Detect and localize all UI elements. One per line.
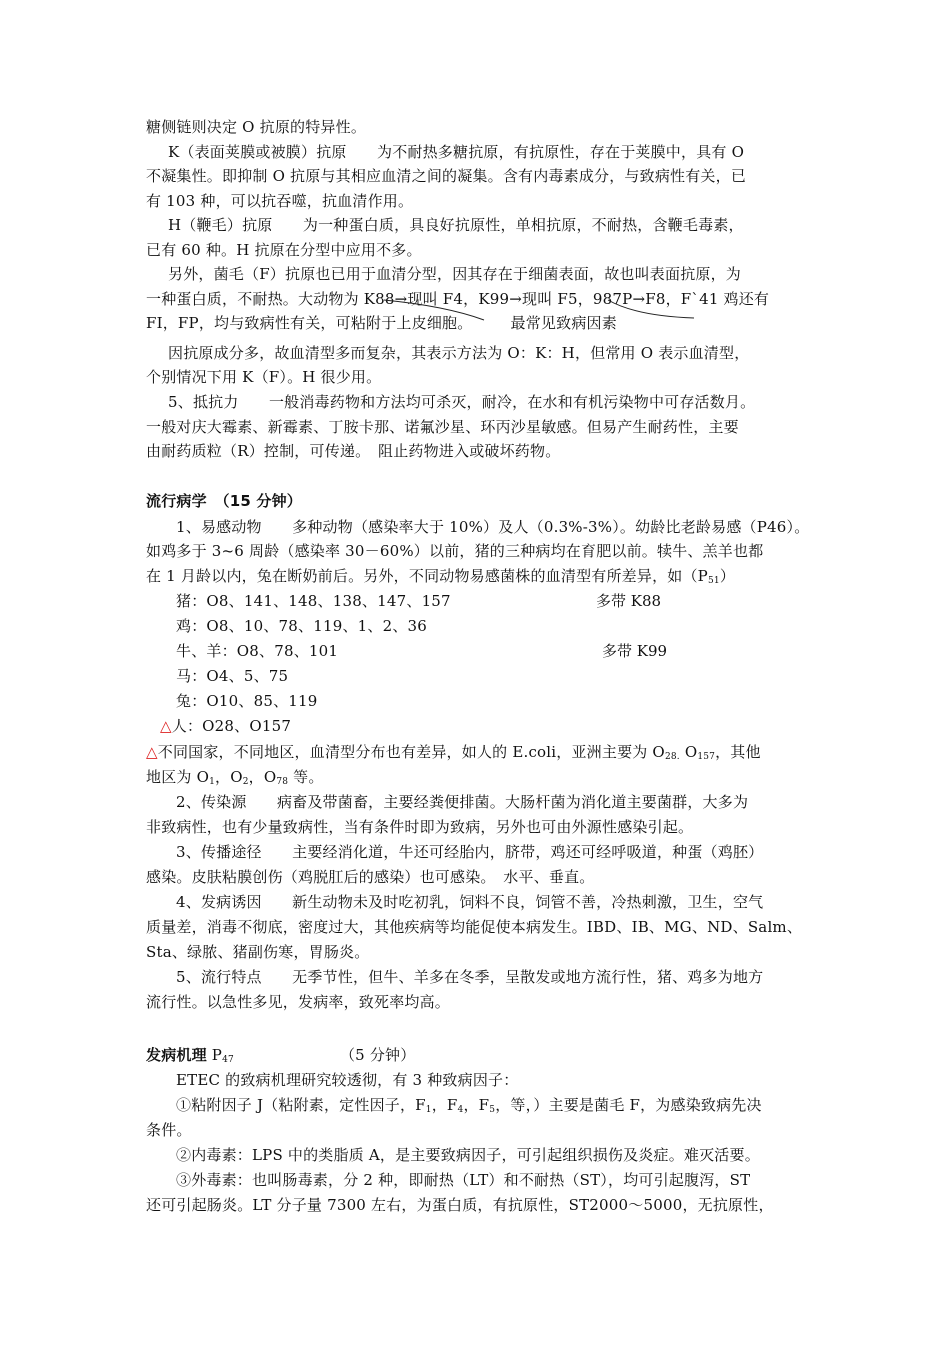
text-line: 一般对庆大霉素、新霉素、丁胺卡那、诺氟沙星、环丙沙星敏感。但易产生耐药性，主要 <box>146 418 739 436</box>
text-line: 个别情况下用 K（F）。H 很少用。 <box>146 368 382 386</box>
text-line: 3、传播途径 主要经消化道，牛还可经胎内，脐带，鸡还可经呼吸道，种蛋（鸡胚） <box>176 843 764 861</box>
text-line <box>146 565 735 592</box>
text-line: 5、抵抗力 一般消毒药物和方法均可杀灭，耐冷，在水和有机污染物中可存活数月。 <box>168 393 756 411</box>
text-run: ，O <box>248 768 277 786</box>
text-run: 在 1 月龄以内，兔在断奶前后。另外，不同动物易感菌株的血清型有所差异，如（P <box>146 567 708 585</box>
text-line: 质量差，消毒不彻底，密度过大，其他疾病等均能促使本病发生。IBD、IB、MG、ND、Salm、 <box>146 918 803 936</box>
text-line: 由耐药质粒（R）控制，可传递。 阻止药物进入或破坏药物。 <box>146 442 561 460</box>
triangle-icon: △ <box>160 717 172 735</box>
text-run: ，其他 <box>715 743 761 761</box>
text-line: 如鸡多于 3~6 周龄（感染率 30－60%）以前，猪的三种病均在育肥以前。犊牛、羔羊也都 <box>146 542 764 560</box>
text-line: ②内毒素：LPS 中的类脂质 A，是主要致病因子，可引起组织损伤及炎症。难灭活要。 <box>176 1146 760 1164</box>
subscript: 157 <box>697 752 716 762</box>
text-line: 糖侧链则决定 O 抗原的特异性。 <box>146 118 367 136</box>
subscript: 5 <box>489 1105 496 1115</box>
text-line: 还可引起肠炎。LT 分子量 7300 左右，为蛋白质，有抗原性，ST2000～5000，无抗原性， <box>146 1196 774 1214</box>
serotype-cattle-note: 多带 K99 <box>602 642 668 660</box>
heading-text: 发病机理 <box>146 1046 207 1064</box>
text-run: 等。 <box>288 768 324 786</box>
text-run: （5 分钟） <box>339 1046 416 1064</box>
text-line <box>146 741 761 768</box>
text-line: 条件。 <box>146 1121 192 1139</box>
subscript: 2 <box>242 777 249 787</box>
text-run: O <box>679 743 698 761</box>
subscript: 78 <box>276 777 289 787</box>
serotype-pig-note: 多带 K88 <box>596 592 662 610</box>
text-line: Sta、绿脓、猪副伤寒，胃肠炎。 <box>146 943 370 961</box>
text-line: 流行性。以急性多见，发病率，致死率均高。 <box>146 993 451 1011</box>
triangle-icon: △ <box>146 743 158 761</box>
serotype-human <box>160 715 291 737</box>
serotype-cattle: 牛、羊：O8、78、101 <box>176 642 339 660</box>
text-line: 4、发病诱因 新生动物未及时吃初乳，饲料不良，饲管不善，冷热刺激，卫生，空气 <box>176 893 764 911</box>
text-line: ETEC 的致病机理研究较透彻，有 3 种致病因子： <box>176 1071 519 1089</box>
section-heading-pathogenesis <box>146 1044 415 1071</box>
text-run: ，F <box>463 1096 490 1114</box>
section-heading-epidemiology: 流行病学 （15 分钟） <box>146 492 302 510</box>
text-line: 因抗原成分多，故血清型多而复杂，其表示方法为 O：K：H，但常用 O 表示血清型， <box>168 344 750 362</box>
text-run: 地区为 O <box>146 768 210 786</box>
text-line: 有 103 种，可以抗吞噬，抗血清作用。 <box>146 192 414 210</box>
text-line: 一种蛋白质，不耐热。大动物为 K88→现叫 F4，K99→现叫 F5，987P→F8，F`41 鸡还有 <box>146 290 770 308</box>
text-run: ） <box>719 567 736 585</box>
text-line: 不凝集性。即抑制 O 抗原与其相应血清之间的凝集。含有内毒素成分，与致病性有关，已 <box>146 167 747 185</box>
text-line <box>146 766 324 793</box>
serotype-rabbit: 兔：O10、85、119 <box>176 692 318 710</box>
subscript: 4 <box>457 1105 464 1115</box>
text-line: 2、传染源 病畜及带菌畜，主要经粪便排菌。大肠杆菌为消化道主要菌群，大多为 <box>176 793 749 811</box>
text-run: ，O <box>215 768 243 786</box>
text-run: ，F <box>431 1096 458 1114</box>
text-line: H（鞭毛）抗原 为一种蛋白质，具良好抗原性，单相抗原，不耐热，含鞭毛毒素， <box>168 216 744 234</box>
text-line: 已有 60 种。H 抗原在分型中应用不多。 <box>146 241 422 259</box>
text-line: 5、流行特点 无季节性，但牛、羊多在冬季，呈散发或地方流行性，猪、鸡多为地方 <box>176 968 764 986</box>
subscript: 1 <box>209 777 216 787</box>
text-run: ①粘附因子 J（粘附素，定性因子，F <box>176 1096 426 1114</box>
text-run: 不同国家，不同地区，血清型分布也有差异，如人的 E.coli，亚洲主要为 O <box>157 743 665 761</box>
subscript: 28. <box>664 752 680 762</box>
text-line: 非致病性，也有少量致病性，当有条件时即为致病，另外也可由外源性感染引起。 <box>146 818 694 836</box>
subscript: 47 <box>222 1055 234 1065</box>
text-line: 1、易感动物 多种动物（感染率大于 10%）及人（0.3%-3%）。幼龄比老龄易感（P46）。 <box>176 518 810 536</box>
text-line: 感染。皮肤粘膜创伤（鸡脱肛后的感染）也可感染。 水平、垂直。 <box>146 868 595 886</box>
text-line: 另外，菌毛（F）抗原也已用于血清分型，因其存在于细菌表面，故也叫表面抗原，为 <box>168 265 742 283</box>
serotype-chicken: 鸡：O8、10、78、119、1、2、36 <box>176 617 428 635</box>
serotype-pig: 猪：O8、141、148、138、147、157 <box>176 592 451 610</box>
text-run: 人：O28、O157 <box>171 717 292 735</box>
serotype-horse: 马：O4、5、75 <box>176 667 289 685</box>
text-line <box>176 1094 762 1121</box>
text-run: ，等，）主要是菌毛 F，为感染致病先决 <box>495 1096 762 1114</box>
text-line: FI，FP，均与致病性有关，可粘附于上皮细胞。 最常见致病因素 <box>146 314 617 332</box>
text-line: ③外毒素：也叫肠毒素，分 2 种，即耐热（LT）和不耐热（ST），均可引起腹泻，ST <box>176 1171 751 1189</box>
text-line: K（表面荚膜或被膜）抗原 为不耐热多糖抗原，有抗原性，存在于荚膜中，具有 O <box>168 143 745 161</box>
subscript: 51 <box>707 576 720 586</box>
subscript: 1 <box>425 1105 432 1115</box>
text-run: P <box>206 1046 223 1064</box>
